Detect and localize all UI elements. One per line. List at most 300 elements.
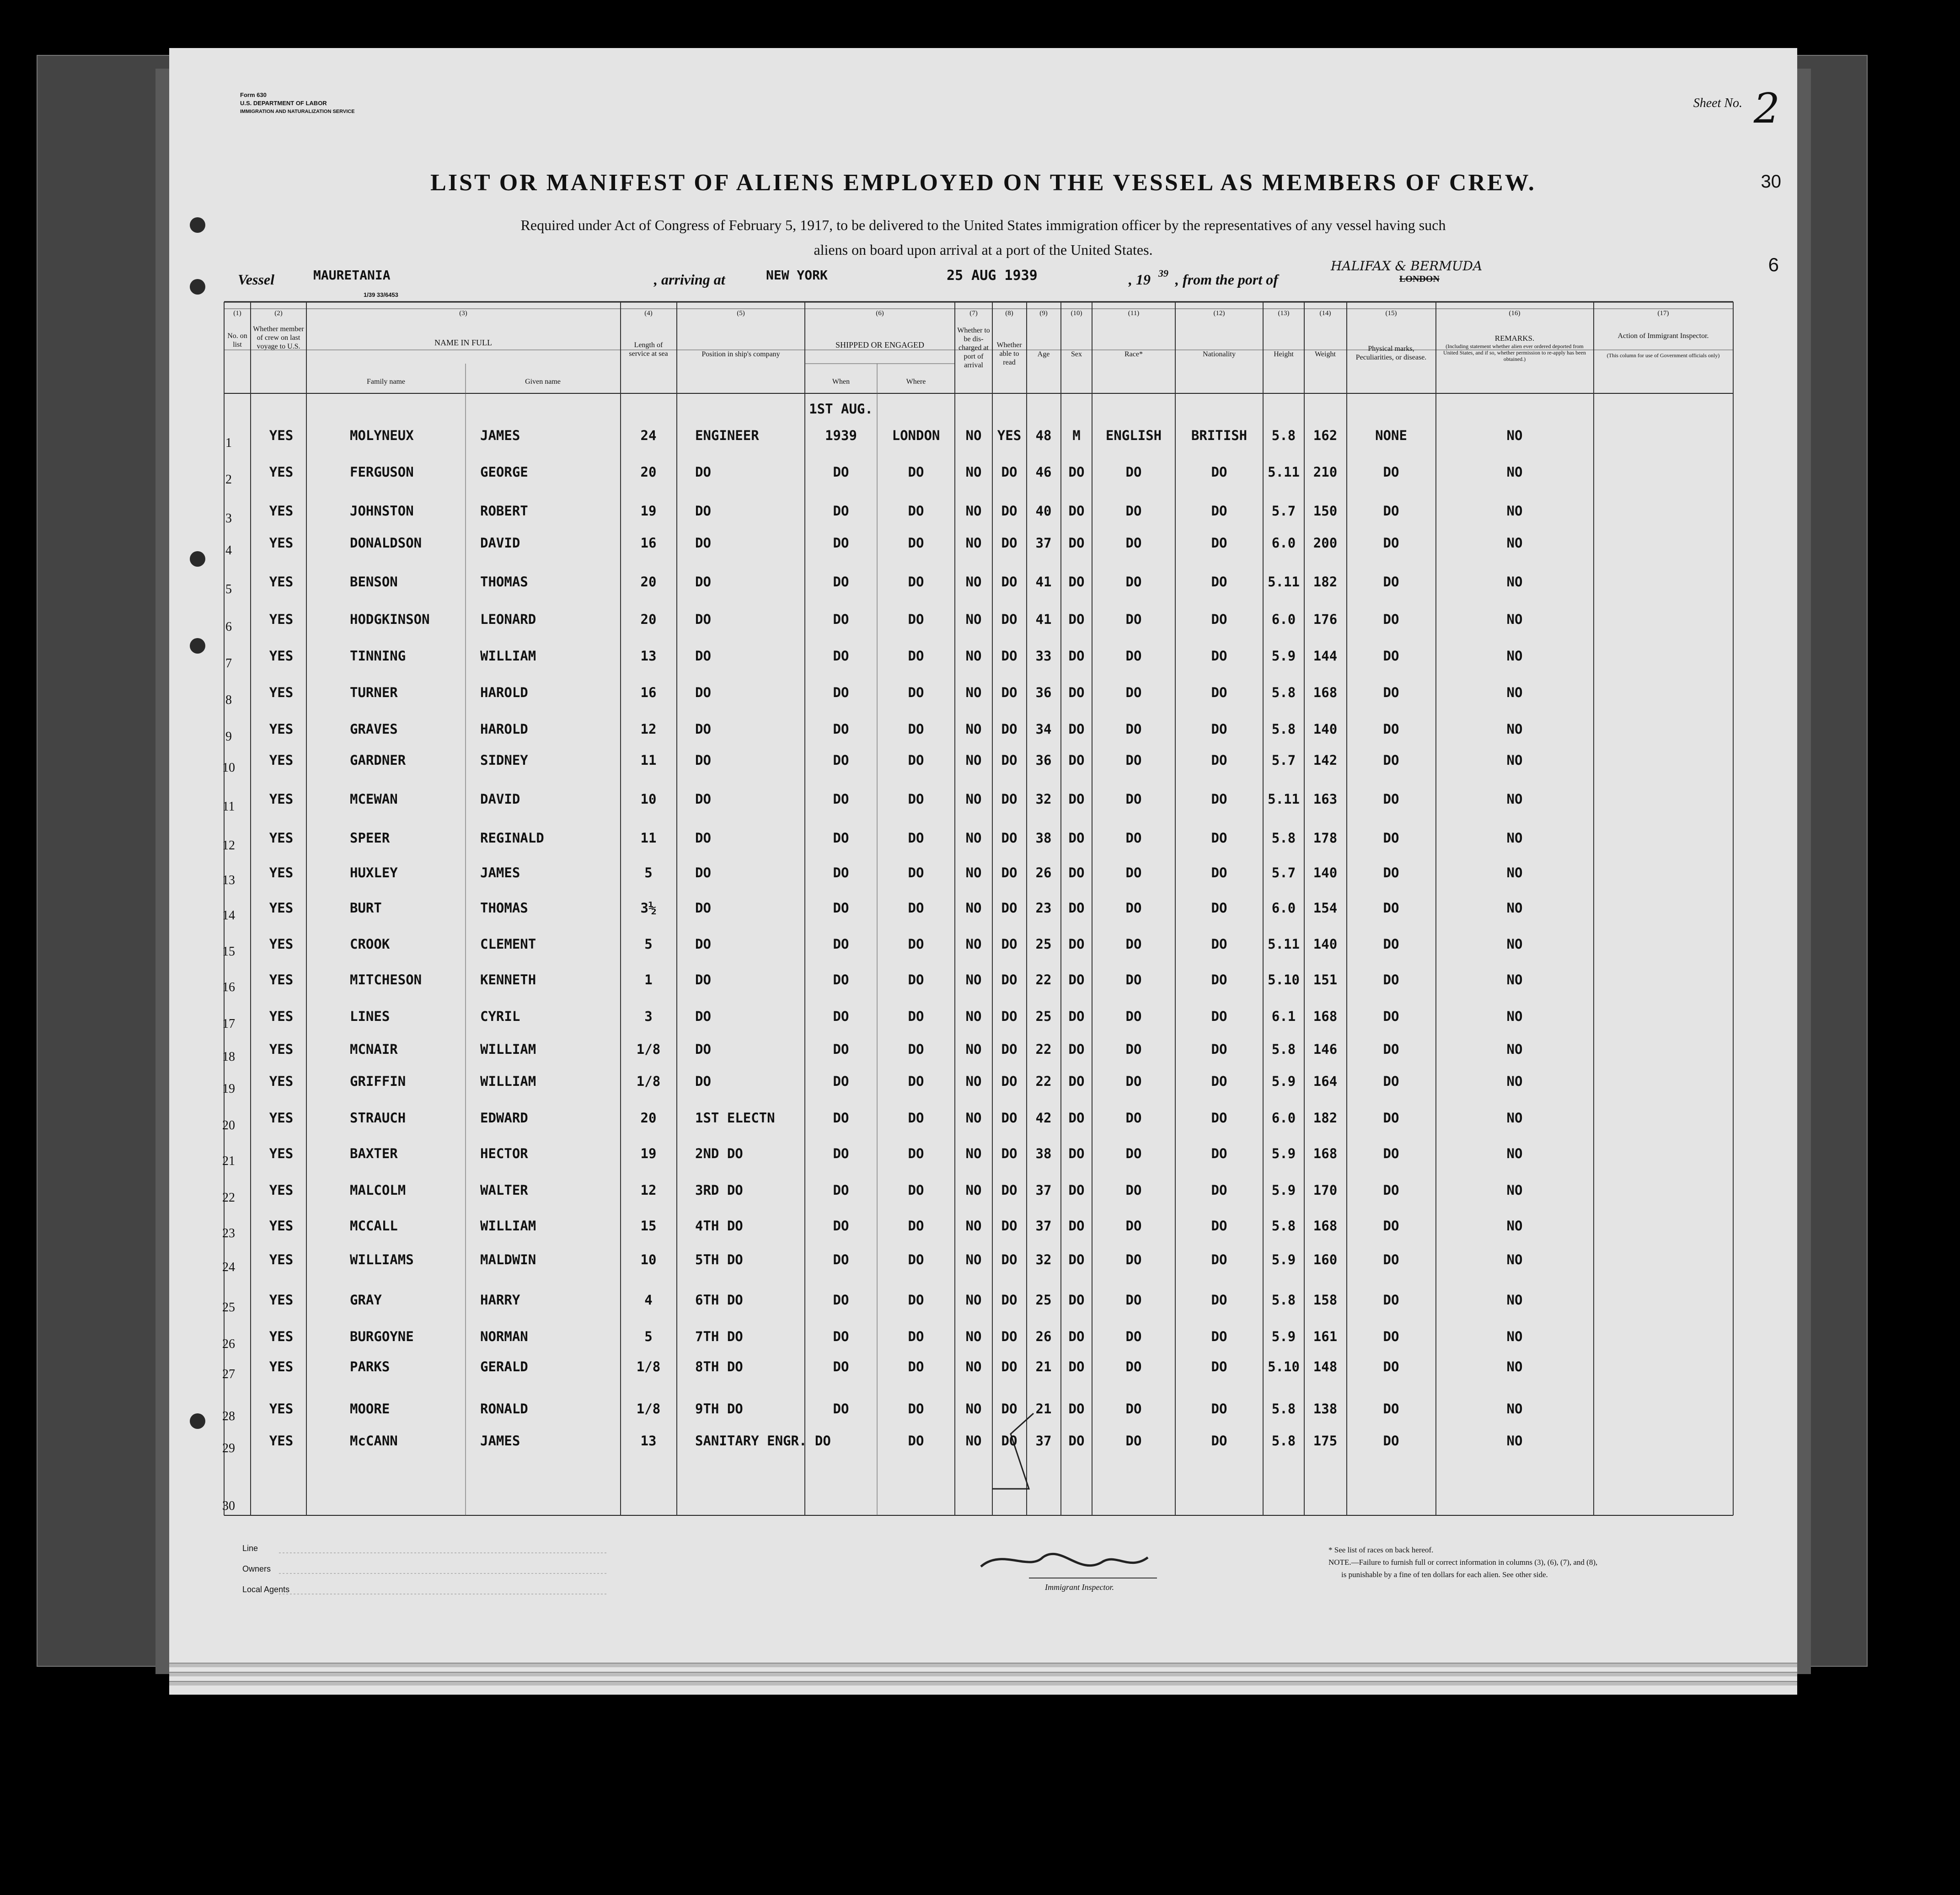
cell-weight: 140 <box>1313 936 1338 952</box>
row-number: 21 <box>222 1154 235 1168</box>
cell-shipped-when: DO <box>833 574 849 590</box>
vessel-name: MAURETANIA <box>313 268 391 283</box>
cell-age: 34 <box>1035 721 1052 737</box>
row-number: 11 <box>222 800 235 814</box>
fine-note-cont: is punishable by a fine of ten dollars for each alien. See other side. <box>1341 1570 1548 1579</box>
cell-able-to-read: DO <box>1001 1218 1017 1234</box>
cell-weight: 161 <box>1313 1329 1338 1344</box>
cell-shipped-where: DO <box>908 900 924 916</box>
cell-able-to-read: DO <box>1001 1329 1017 1344</box>
page-number: 6 <box>1768 254 1779 275</box>
cell-given-name: SIDNEY <box>480 752 528 768</box>
cell-family-name: MOORE <box>350 1401 390 1417</box>
cell-sex: DO <box>1068 1146 1085 1161</box>
column-number: (9) <box>1039 310 1048 317</box>
cell-height: 5.8 <box>1271 1218 1296 1234</box>
cell-to-be-discharged: NO <box>965 936 982 952</box>
cell-given-name: HAROLD <box>480 721 528 737</box>
cell-sex: DO <box>1068 1182 1085 1198</box>
cell-remarks: NO <box>1506 936 1523 952</box>
cell-crew-on-last-voyage: YES <box>269 612 294 627</box>
cell-able-to-read: DO <box>1001 1252 1017 1267</box>
cell-height: 5.8 <box>1271 721 1296 737</box>
row-number: 17 <box>222 1017 235 1031</box>
cell-physical-marks: DO <box>1383 648 1399 664</box>
cell-to-be-discharged: NO <box>965 721 982 737</box>
cell-given-name: HAROLD <box>480 685 528 700</box>
cell-to-be-discharged: NO <box>965 612 982 627</box>
cell-shipped-where: DO <box>908 1329 924 1344</box>
cell-weight: 163 <box>1313 791 1338 807</box>
cell-weight: 144 <box>1313 648 1338 664</box>
cell-age: 21 <box>1035 1401 1052 1417</box>
column-number: (10) <box>1071 310 1082 317</box>
cell-sex: DO <box>1068 648 1085 664</box>
cell-able-to-read: DO <box>1001 612 1017 627</box>
cell-physical-marks: DO <box>1383 503 1399 519</box>
cell-height: 5.8 <box>1271 830 1296 846</box>
column-number: (11) <box>1128 310 1140 317</box>
cell-crew-on-last-voyage: YES <box>269 865 294 880</box>
cell-nationality: DO <box>1211 1252 1227 1267</box>
cell-race: DO <box>1125 1292 1142 1308</box>
cell-shipped-when: DO <box>833 1329 849 1344</box>
cell-shipped-where: DO <box>908 464 924 480</box>
cell-race: DO <box>1125 865 1142 880</box>
cell-position: 8TH DO <box>695 1359 743 1374</box>
cell-crew-on-last-voyage: YES <box>269 900 294 916</box>
cell-shipped-where: DO <box>908 1110 924 1126</box>
cell-remarks: NO <box>1506 1009 1523 1024</box>
row-number: 4 <box>225 543 232 558</box>
cell-height: 5.8 <box>1271 1292 1296 1308</box>
cell-sex: DO <box>1068 1433 1085 1449</box>
cell-able-to-read: DO <box>1001 648 1017 664</box>
cell-able-to-read: DO <box>1001 865 1017 880</box>
cell-able-to-read: DO <box>1001 1401 1017 1417</box>
cell-to-be-discharged: NO <box>965 1252 982 1267</box>
cell-position: DO <box>695 865 711 880</box>
cell-position: DO <box>695 752 711 768</box>
row-number: 14 <box>222 908 235 923</box>
cell-weight: 140 <box>1313 721 1338 737</box>
cell-to-be-discharged: NO <box>965 1218 982 1234</box>
cell-length-of-service: 1/8 <box>636 1041 661 1057</box>
cell-crew-on-last-voyage: YES <box>269 1359 294 1374</box>
cell-shipped-where: DO <box>908 574 924 590</box>
cell-to-be-discharged: NO <box>965 1292 982 1308</box>
cell-race: DO <box>1125 1146 1142 1161</box>
cell-given-name: KENNETH <box>480 972 536 988</box>
row-number: 8 <box>225 693 232 707</box>
row-number: 5 <box>225 582 232 596</box>
cell-position: 9TH DO <box>695 1401 743 1417</box>
cell-remarks: NO <box>1506 972 1523 988</box>
cell-age: 42 <box>1035 1110 1052 1126</box>
cell-weight: 170 <box>1313 1182 1338 1198</box>
cell-shipped-where: DO <box>908 752 924 768</box>
cell-given-name: GERALD <box>480 1359 528 1374</box>
cell-weight: 168 <box>1313 685 1338 700</box>
cell-family-name: GRAVES <box>350 721 398 737</box>
cell-sex: M <box>1072 428 1081 443</box>
cell-age: 36 <box>1035 752 1052 768</box>
cell-crew-on-last-voyage: YES <box>269 936 294 952</box>
cell-length-of-service: 20 <box>640 464 657 480</box>
cell-crew-on-last-voyage: YES <box>269 1146 294 1161</box>
cell-able-to-read: DO <box>1001 535 1017 551</box>
cell-physical-marks: DO <box>1383 1074 1399 1089</box>
cell-to-be-discharged: NO <box>965 428 982 443</box>
cell-family-name: MITCHESON <box>350 972 422 988</box>
cell-shipped-when: DO <box>833 1041 849 1057</box>
cell-shipped-when: DO <box>833 791 849 807</box>
year-prefix: , 19 <box>1129 271 1151 288</box>
cell-height: 6.0 <box>1271 535 1296 551</box>
cell-remarks: NO <box>1506 721 1523 737</box>
cell-length-of-service: 11 <box>640 752 657 768</box>
cell-weight: 158 <box>1313 1292 1338 1308</box>
cell-remarks: NO <box>1506 685 1523 700</box>
cell-given-name: JAMES <box>480 865 520 880</box>
cell-to-be-discharged: NO <box>965 648 982 664</box>
cell-family-name: TINNING <box>350 648 406 664</box>
header-given-name: Given name <box>525 378 561 386</box>
cell-position: DO <box>695 1074 711 1089</box>
cell-height: 5.8 <box>1271 428 1296 443</box>
cell-sex: DO <box>1068 1041 1085 1057</box>
cell-shipped-when: DO <box>833 865 849 880</box>
cell-weight: 148 <box>1313 1359 1338 1374</box>
from-port-struck: LONDON <box>1399 274 1440 284</box>
cell-height: 5.8 <box>1271 1041 1296 1057</box>
cell-weight: 142 <box>1313 752 1338 768</box>
header-position: Position in ship's company <box>702 350 780 358</box>
cell-weight: 175 <box>1313 1433 1338 1449</box>
cell-family-name: MCEWAN <box>350 791 398 807</box>
from-port: HALIFAX & BERMUDA <box>1331 258 1483 274</box>
cell-age: 41 <box>1035 612 1052 627</box>
cell-given-name: WILLIAM <box>480 648 536 664</box>
cell-family-name: WILLIAMS <box>350 1252 414 1267</box>
cell-position: DO <box>695 972 711 988</box>
cell-shipped-when: DO <box>833 830 849 846</box>
cell-shipped-where: DO <box>908 535 924 551</box>
row-number: 30 <box>222 1499 235 1513</box>
cell-family-name: BURT <box>350 900 382 916</box>
signature-caption: Immigrant Inspector. <box>1045 1583 1114 1592</box>
cell-family-name: HODGKINSON <box>350 612 430 627</box>
header-nationality: Nationality <box>1203 350 1236 358</box>
row-number: 26 <box>222 1337 235 1351</box>
row-number: 15 <box>222 945 235 959</box>
manifest-sheet <box>169 48 1797 1695</box>
subtitle-line-2: aliens on board upon arrival at a port of the United States. <box>814 242 1153 258</box>
cell-remarks: NO <box>1506 428 1523 443</box>
cell-shipped-when: DO <box>833 1252 849 1267</box>
cell-given-name: GEORGE <box>480 464 528 480</box>
cell-able-to-read: DO <box>1001 1292 1017 1308</box>
cell-remarks: NO <box>1506 791 1523 807</box>
arrival-port: NEW YORK <box>766 268 828 283</box>
cell-length-of-service: 5 <box>644 865 653 880</box>
cell-race: DO <box>1125 1074 1142 1089</box>
cell-nationality: DO <box>1211 464 1227 480</box>
cell-able-to-read: YES <box>997 428 1022 443</box>
cell-nationality: DO <box>1211 1401 1227 1417</box>
local-agents-label: Local Agents <box>242 1585 290 1594</box>
cell-length-of-service: 12 <box>640 721 657 737</box>
cell-family-name: MOLYNEUX <box>350 428 414 443</box>
cell-nationality: DO <box>1211 1218 1227 1234</box>
cell-weight: 182 <box>1313 1110 1338 1126</box>
header-sex: Sex <box>1071 350 1082 358</box>
cell-to-be-discharged: NO <box>965 1359 982 1374</box>
cell-crew-on-last-voyage: YES <box>269 464 294 480</box>
cell-age: 38 <box>1035 1146 1052 1161</box>
year-suffix: 39 <box>1158 268 1168 279</box>
cell-sex: DO <box>1068 1074 1085 1089</box>
cell-weight: 168 <box>1313 1146 1338 1161</box>
cell-crew-on-last-voyage: YES <box>269 972 294 988</box>
cell-shipped-when: 1939 <box>825 428 857 443</box>
cell-to-be-discharged: NO <box>965 1146 982 1161</box>
department: U.S. DEPARTMENT OF LABOR <box>240 100 327 107</box>
header-when: When <box>832 378 850 386</box>
cell-family-name: LINES <box>350 1009 390 1024</box>
row-number: 2 <box>225 472 232 487</box>
cell-height: 5.7 <box>1271 752 1296 768</box>
cell-race: DO <box>1125 648 1142 664</box>
cell-nationality: DO <box>1211 972 1227 988</box>
cell-height: 5.7 <box>1271 503 1296 519</box>
cell-to-be-discharged: NO <box>965 830 982 846</box>
cell-shipped-when: DO <box>833 1074 849 1089</box>
sheet-label: Sheet No. <box>1693 96 1742 110</box>
cell-crew-on-last-voyage: YES <box>269 721 294 737</box>
side-number: 30 <box>1761 172 1781 192</box>
cell-shipped-when: DO <box>833 1110 849 1126</box>
cell-physical-marks: DO <box>1383 1182 1399 1198</box>
cell-race: DO <box>1125 1401 1142 1417</box>
cell-length-of-service: 19 <box>640 1146 657 1161</box>
cell-given-name: WILLIAM <box>480 1074 536 1089</box>
row-number: 27 <box>222 1367 235 1381</box>
cell-to-be-discharged: NO <box>965 1329 982 1344</box>
column-number: (2) <box>274 310 283 317</box>
column-number: (7) <box>969 310 978 317</box>
cell-position: DO <box>695 535 711 551</box>
cell-length-of-service: 16 <box>640 535 657 551</box>
cell-able-to-read: DO <box>1001 574 1017 590</box>
column-number: (3) <box>459 310 467 317</box>
cell-shipped-when: DO <box>833 503 849 519</box>
cell-remarks: NO <box>1506 830 1523 846</box>
cell-race: DO <box>1125 1110 1142 1126</box>
cell-shipped-where: DO <box>908 972 924 988</box>
cell-able-to-read: DO <box>1001 685 1017 700</box>
cell-nationality: DO <box>1211 535 1227 551</box>
cell-length-of-service: 1/8 <box>636 1359 661 1374</box>
service: IMMIGRATION AND NATURALIZATION SERVICE <box>240 109 355 114</box>
row-number: 29 <box>222 1441 235 1455</box>
cell-physical-marks: DO <box>1383 612 1399 627</box>
cell-to-be-discharged: NO <box>965 1110 982 1126</box>
cell-shipped-when: DO <box>833 685 849 700</box>
cell-age: 38 <box>1035 830 1052 846</box>
cell-physical-marks: DO <box>1383 1110 1399 1126</box>
cell-crew-on-last-voyage: YES <box>269 535 294 551</box>
cell-length-of-service: 10 <box>640 1252 657 1267</box>
cell-able-to-read: DO <box>1001 1009 1017 1024</box>
cell-sex: DO <box>1068 865 1085 880</box>
cell-race: DO <box>1125 535 1142 551</box>
cell-shipped-when: DO <box>833 464 849 480</box>
cell-weight: 178 <box>1313 830 1338 846</box>
cell-crew-on-last-voyage: YES <box>269 1252 294 1267</box>
cell-sex: DO <box>1068 900 1085 916</box>
cell-to-be-discharged: NO <box>965 752 982 768</box>
cell-age: 25 <box>1035 1009 1052 1024</box>
cell-shipped-where: DO <box>908 830 924 846</box>
cell-shipped-when: DO <box>833 1359 849 1374</box>
cell-position: DO <box>695 791 711 807</box>
row-number: 16 <box>222 980 235 994</box>
cell-length-of-service: 10 <box>640 791 657 807</box>
cell-nationality: DO <box>1211 1041 1227 1057</box>
cell-age: 46 <box>1035 464 1052 480</box>
cell-weight: 160 <box>1313 1252 1338 1267</box>
cell-weight: 154 <box>1313 900 1338 916</box>
cell-position: DO <box>695 1041 711 1057</box>
cell-nationality: DO <box>1211 900 1227 916</box>
cell-able-to-read: DO <box>1001 721 1017 737</box>
row-number: 28 <box>222 1409 235 1423</box>
cell-race: DO <box>1125 830 1142 846</box>
cell-weight: 151 <box>1313 972 1338 988</box>
cell-crew-on-last-voyage: YES <box>269 1329 294 1344</box>
cell-length-of-service: 13 <box>640 648 657 664</box>
cell-able-to-read: DO <box>1001 752 1017 768</box>
cell-able-to-read: DO <box>1001 1110 1017 1126</box>
cell-age: 36 <box>1035 685 1052 700</box>
cell-height: 5.11 <box>1268 791 1300 807</box>
footer-notes <box>1328 1544 1777 1581</box>
cell-sex: DO <box>1068 721 1085 737</box>
cell-height: 5.9 <box>1271 1182 1296 1198</box>
cell-position: DO <box>695 612 711 627</box>
cell-physical-marks: DO <box>1383 574 1399 590</box>
cell-nationality: DO <box>1211 1329 1227 1344</box>
cell-sex: DO <box>1068 752 1085 768</box>
cell-crew-on-last-voyage: YES <box>269 503 294 519</box>
cell-position: DO <box>695 721 711 737</box>
cell-shipped-when: DO <box>833 535 849 551</box>
cell-position: DO <box>695 830 711 846</box>
cell-physical-marks: DO <box>1383 1009 1399 1024</box>
cell-given-name: THOMAS <box>480 900 528 916</box>
cell-height: 5.9 <box>1271 1074 1296 1089</box>
cell-length-of-service: 20 <box>640 1110 657 1126</box>
cell-shipped-where: DO <box>908 1292 924 1308</box>
cell-length-of-service: 13 <box>640 1433 657 1449</box>
cell-length-of-service: 5 <box>644 1329 653 1344</box>
cell-nationality: DO <box>1211 612 1227 627</box>
cell-weight: 168 <box>1313 1218 1338 1234</box>
line-label: Line <box>242 1544 258 1553</box>
column-number: (12) <box>1213 310 1225 317</box>
cell-height: 5.11 <box>1268 464 1300 480</box>
cell-race: DO <box>1125 721 1142 737</box>
races-note: * See list of races on back hereof. <box>1328 1546 1434 1554</box>
cell-age: 37 <box>1035 535 1052 551</box>
cell-weight: 150 <box>1313 503 1338 519</box>
print-code: 1/39 33/6453 <box>364 291 398 298</box>
cell-length-of-service: 19 <box>640 503 657 519</box>
header-shipped-or-engaged: SHIPPED OR ENGAGED <box>835 340 924 349</box>
column-number: (13) <box>1278 310 1290 317</box>
cell-shipped-where: DO <box>908 1074 924 1089</box>
cell-nationality: BRITISH <box>1191 428 1248 443</box>
cell-age: 21 <box>1035 1359 1052 1374</box>
cell-age: 33 <box>1035 648 1052 664</box>
manifest-title: LIST OR MANIFEST OF ALIENS EMPLOYED ON THE VESSEL AS MEMBERS OF CREW. <box>430 170 1536 196</box>
cell-sex: DO <box>1068 574 1085 590</box>
cell-race: DO <box>1125 791 1142 807</box>
row-number: 3 <box>225 511 232 526</box>
cell-physical-marks: DO <box>1383 1041 1399 1057</box>
cell-height: 5.8 <box>1271 1401 1296 1417</box>
cell-length-of-service: 1 <box>644 972 653 988</box>
cell-height: 5.8 <box>1271 685 1296 700</box>
cell-nationality: DO <box>1211 1182 1227 1198</box>
cell-remarks: NO <box>1506 1074 1523 1089</box>
cell-able-to-read: DO <box>1001 1146 1017 1161</box>
cell-sex: DO <box>1068 612 1085 627</box>
cell-age: 48 <box>1035 428 1052 443</box>
cell-to-be-discharged: NO <box>965 574 982 590</box>
cell-crew-on-last-voyage: YES <box>269 428 294 443</box>
cell-able-to-read: DO <box>1001 464 1017 480</box>
header-inspector-action: Action of Immigrant Inspector. <box>1617 332 1709 340</box>
cell-sex: DO <box>1068 1252 1085 1267</box>
cell-given-name: DAVID <box>480 791 520 807</box>
cell-given-name: MALDWIN <box>480 1252 536 1267</box>
cell-physical-marks: DO <box>1383 900 1399 916</box>
row-number: 6 <box>225 620 232 634</box>
cell-to-be-discharged: NO <box>965 685 982 700</box>
cell-given-name: WALTER <box>480 1182 528 1198</box>
cell-able-to-read: DO <box>1001 1182 1017 1198</box>
form-number: Form 630 <box>240 91 267 98</box>
cell-family-name: DONALDSON <box>350 535 422 551</box>
cell-to-be-discharged: NO <box>965 535 982 551</box>
cell-nationality: DO <box>1211 1359 1227 1374</box>
cell-family-name: GARDNER <box>350 752 406 768</box>
cell-physical-marks: DO <box>1383 1401 1399 1417</box>
cell-to-be-discharged: NO <box>965 1401 982 1417</box>
cell-able-to-read: DO <box>1001 1359 1017 1374</box>
cell-shipped-where: DO <box>908 648 924 664</box>
cell-remarks: NO <box>1506 1110 1523 1126</box>
header-height: Height <box>1274 350 1294 358</box>
cell-physical-marks: DO <box>1383 752 1399 768</box>
cell-position: DO <box>695 574 711 590</box>
cell-sex: DO <box>1068 1110 1085 1126</box>
cell-height: 5.9 <box>1271 648 1296 664</box>
cell-able-to-read: DO <box>1001 791 1017 807</box>
row-number: 25 <box>222 1300 235 1315</box>
